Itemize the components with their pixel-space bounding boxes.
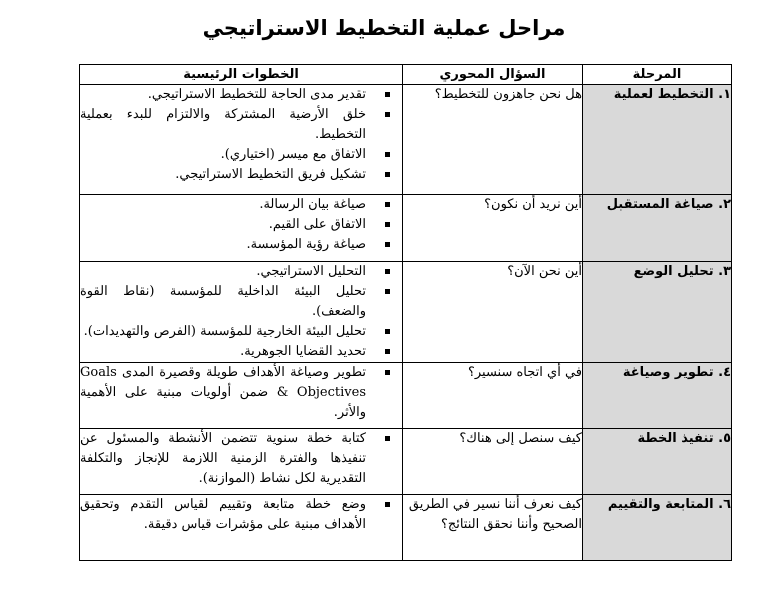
table-row (80, 429, 732, 495)
square-bullet-icon (385, 112, 390, 117)
step-text: تحليل البيئة الخارجية للمؤسسة (الفرص والتهديدات). (83, 324, 366, 339)
question-cell: في أي اتجاه سنسير؟ (403, 363, 583, 429)
page-title: مراحل عملية التخطيط الاستراتيجي (202, 16, 566, 40)
step-text: الاتفاق على القيم. (268, 217, 366, 232)
step-list (80, 262, 402, 362)
step-list (80, 195, 402, 255)
step-list (80, 363, 402, 423)
step-item (80, 145, 402, 165)
column-header-steps: الخطوات الرئيسية (80, 65, 403, 85)
step-text: صياغة رؤية المؤسسة. (246, 237, 366, 252)
square-bullet-icon (385, 152, 390, 157)
stage-cell: ٢. صياغة المستقبل (583, 195, 732, 262)
step-list (80, 429, 402, 489)
steps-cell (80, 85, 403, 195)
header-row (80, 65, 732, 85)
step-text-part: ضمن أولويات مبنية على الأهمية والأثر. (80, 385, 366, 420)
step-text: خلق الأرضية المشتركة والالتزام للبدء بعملية التخطيط. (80, 107, 366, 142)
question-cell: كيف نعرف أننا نسير في الطريق الصحيح وأننا نحقق النتائج؟ (403, 495, 583, 561)
stage-cell: ١. التخطيط لعملية (583, 85, 732, 195)
step-text: تشكيل فريق التخطيط الاستراتيجي. (175, 167, 366, 182)
step-item (80, 105, 402, 145)
square-bullet-icon (385, 242, 390, 247)
step-item (80, 495, 402, 535)
step-text: الاتفاق مع ميسر (اختياري). (220, 147, 366, 162)
question-cell: أين نريد أن نكون؟ (403, 195, 583, 262)
step-item (80, 322, 402, 342)
question-cell: كيف سنصل إلى هناك؟ (403, 429, 583, 495)
step-text-part: تطوير وصياغة الأهداف طويلة وقصيرة المدى (121, 365, 366, 380)
step-list (80, 495, 402, 535)
stage-cell: ٤. تطوير وصياغة (583, 363, 732, 429)
step-item (80, 165, 402, 185)
question-cell: أين نحن الآن؟ (403, 262, 583, 363)
stage-cell: ٣. تحليل الوضع (583, 262, 732, 363)
step-text: تقدير مدى الحاجة للتخطيط الاستراتيجي. (147, 87, 366, 102)
column-header-stage: المرحلة (583, 65, 732, 85)
step-item (80, 235, 402, 255)
column-header-question: السؤال المحوري (403, 65, 583, 85)
square-bullet-icon (385, 92, 390, 97)
steps-cell (80, 429, 403, 495)
table-row (80, 495, 732, 561)
square-bullet-icon (385, 329, 390, 334)
steps-cell (80, 195, 403, 262)
step-text: تحليل البيئة الداخلية للمؤسسة (نقاط القوة والضعف). (80, 284, 366, 319)
step-list (80, 85, 402, 185)
step-text: التحليل الاستراتيجي. (256, 264, 366, 279)
table-row (80, 85, 732, 195)
steps-cell (80, 495, 403, 561)
step-text: صياغة بيان الرسالة. (259, 197, 366, 212)
step-item (80, 363, 402, 423)
square-bullet-icon (385, 172, 390, 177)
step-text-latin: Goals & Objectives (80, 365, 366, 400)
square-bullet-icon (385, 349, 390, 354)
strategic-planning-table (79, 64, 732, 561)
step-text: كتابة خطة سنوية تتضمن الأنشطة والمسئول عن تنفيذها والفترة الزمنية اللازمة للإنجاز والتكلفة التقديرية لكل نشاط (الموازنة). (80, 431, 366, 486)
step-item (80, 282, 402, 322)
step-text: وضع خطة متابعة وتقييم لقياس التقدم وتحقيق الأهداف مبنية على مؤشرات قياس دقيقة. (80, 497, 366, 532)
square-bullet-icon (385, 269, 390, 274)
step-item (80, 262, 402, 282)
step-item (80, 429, 402, 489)
step-item (80, 215, 402, 235)
steps-cell (80, 262, 403, 363)
step-item (80, 85, 402, 105)
square-bullet-icon (385, 289, 390, 294)
table-row (80, 195, 732, 262)
stage-cell: ٥. تنفيذ الخطة (583, 429, 732, 495)
question-cell: هل نحن جاهزون للتخطيط؟ (403, 85, 583, 195)
steps-cell (80, 363, 403, 429)
step-item (80, 342, 402, 362)
table-row (80, 363, 732, 429)
square-bullet-icon (385, 222, 390, 227)
step-text: تحديد القضايا الجوهرية. (240, 344, 366, 359)
square-bullet-icon (385, 370, 390, 375)
square-bullet-icon (385, 436, 390, 441)
square-bullet-icon (385, 202, 390, 207)
table-row (80, 262, 732, 363)
step-item (80, 195, 402, 215)
stage-cell: ٦. المتابعة والتقييم (583, 495, 732, 561)
square-bullet-icon (385, 502, 390, 507)
